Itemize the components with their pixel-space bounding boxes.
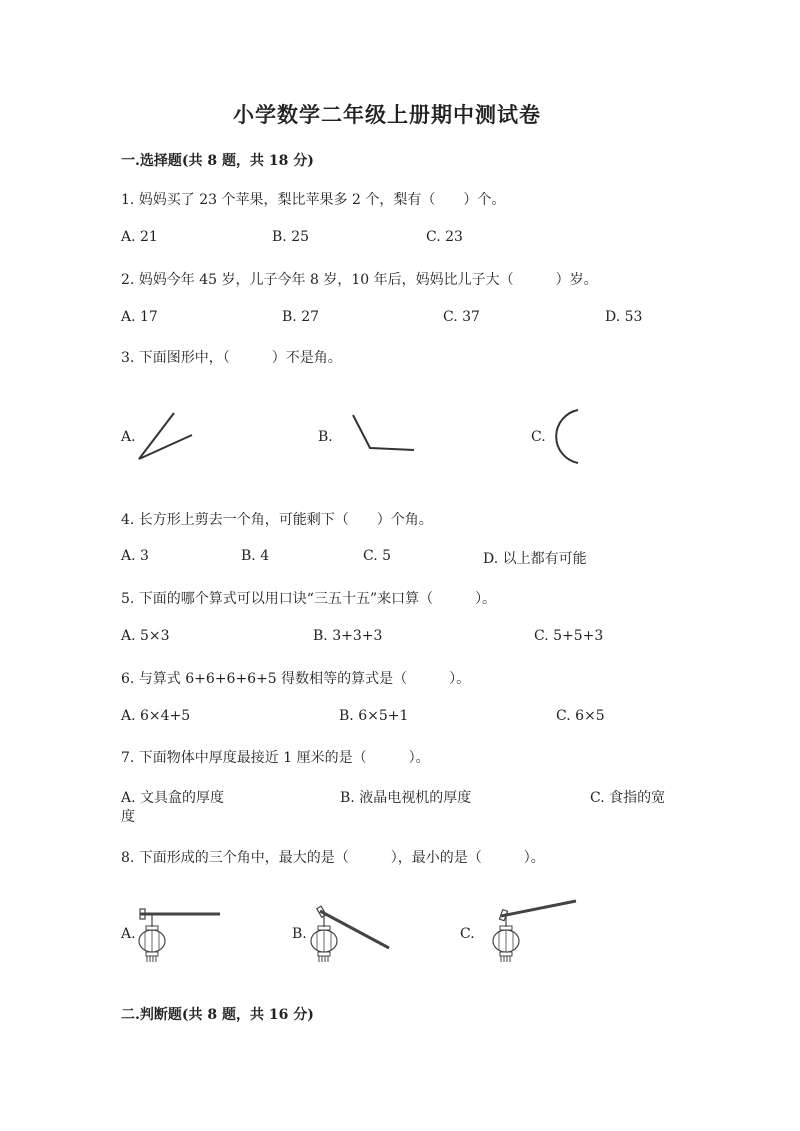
q5-option-a: A. 5×3 — [121, 628, 170, 644]
question-8: 8. 下面形成的三个角中，最大的是（ ），最小的是（ ）。 — [121, 850, 545, 866]
question-4: 4. 长方形上剪去一个角，可能剩下（ ）个角。 — [121, 512, 433, 528]
q6-option-a: A. 6×4+5 — [121, 708, 191, 724]
q1-option-c: C. 23 — [426, 229, 463, 245]
q3-option-c: C. — [531, 429, 546, 445]
q4-option-b: B. 4 — [241, 548, 270, 564]
q1-option-b: B. 25 — [272, 229, 310, 245]
q7-option-a: A. 文具盒的厚度 — [121, 790, 225, 806]
q4-option-a: A. 3 — [121, 548, 149, 564]
lantern-figure-c — [488, 898, 583, 964]
page-title: 小学数学二年级上册期中测试卷 — [233, 102, 541, 127]
lantern-figure-b — [305, 905, 395, 965]
q6-option-b: B. 6×5+1 — [339, 708, 409, 724]
q7-option-c-wrap: 度 — [121, 809, 135, 825]
question-6: 6. 与算式 6+6+6+6+5 得数相等的算式是（ ）。 — [121, 671, 471, 687]
q7-option-c: C. 食指的宽 — [590, 790, 666, 806]
q8-option-b: B. — [292, 926, 307, 942]
section-heading-choice: 一.选择题(共 8 题，共 18 分) — [121, 153, 314, 169]
q2-option-b: B. 27 — [282, 309, 320, 325]
section-heading-judgement: 二.判断题(共 8 题，共 16 分) — [121, 1007, 314, 1023]
question-5: 5. 下面的哪个算式可以用口诀“三五十五”来口算（ ）。 — [121, 591, 497, 607]
question-7: 7. 下面物体中厚度最接近 1 厘米的是（ ）。 — [121, 750, 430, 766]
q4-option-d: D. 以上都有可能 — [483, 551, 587, 567]
q8-option-a: A. — [121, 926, 136, 942]
lantern-figure-a — [135, 905, 225, 965]
q7-option-b: B. 液晶电视机的厚度 — [340, 790, 472, 806]
question-1: 1. 妈妈买了 23 个苹果，梨比苹果多 2 个，梨有（ ）个。 — [121, 192, 506, 208]
angle-figure-b — [350, 412, 416, 452]
arc-figure-c — [545, 407, 585, 467]
q3-option-a: A. — [121, 429, 136, 445]
q5-option-c: C. 5+5+3 — [534, 628, 604, 644]
q3-option-b: B. — [318, 429, 333, 445]
q1-option-a: A. 21 — [121, 229, 158, 245]
q2-option-c: C. 37 — [443, 309, 480, 325]
q4-option-c: C. 5 — [363, 548, 392, 564]
q8-option-c: C. — [460, 926, 475, 942]
q2-option-a: A. 17 — [121, 309, 158, 325]
q5-option-b: B. 3+3+3 — [313, 628, 383, 644]
angle-figure-a — [136, 410, 196, 462]
question-3: 3. 下面图形中，（ ）不是角。 — [121, 350, 342, 366]
q6-option-c: C. 6×5 — [556, 708, 605, 724]
q2-option-d: D. 53 — [605, 309, 643, 325]
question-2: 2. 妈妈今年 45 岁，儿子今年 8 岁，10 年后，妈妈比儿子大（ ）岁。 — [121, 272, 598, 288]
